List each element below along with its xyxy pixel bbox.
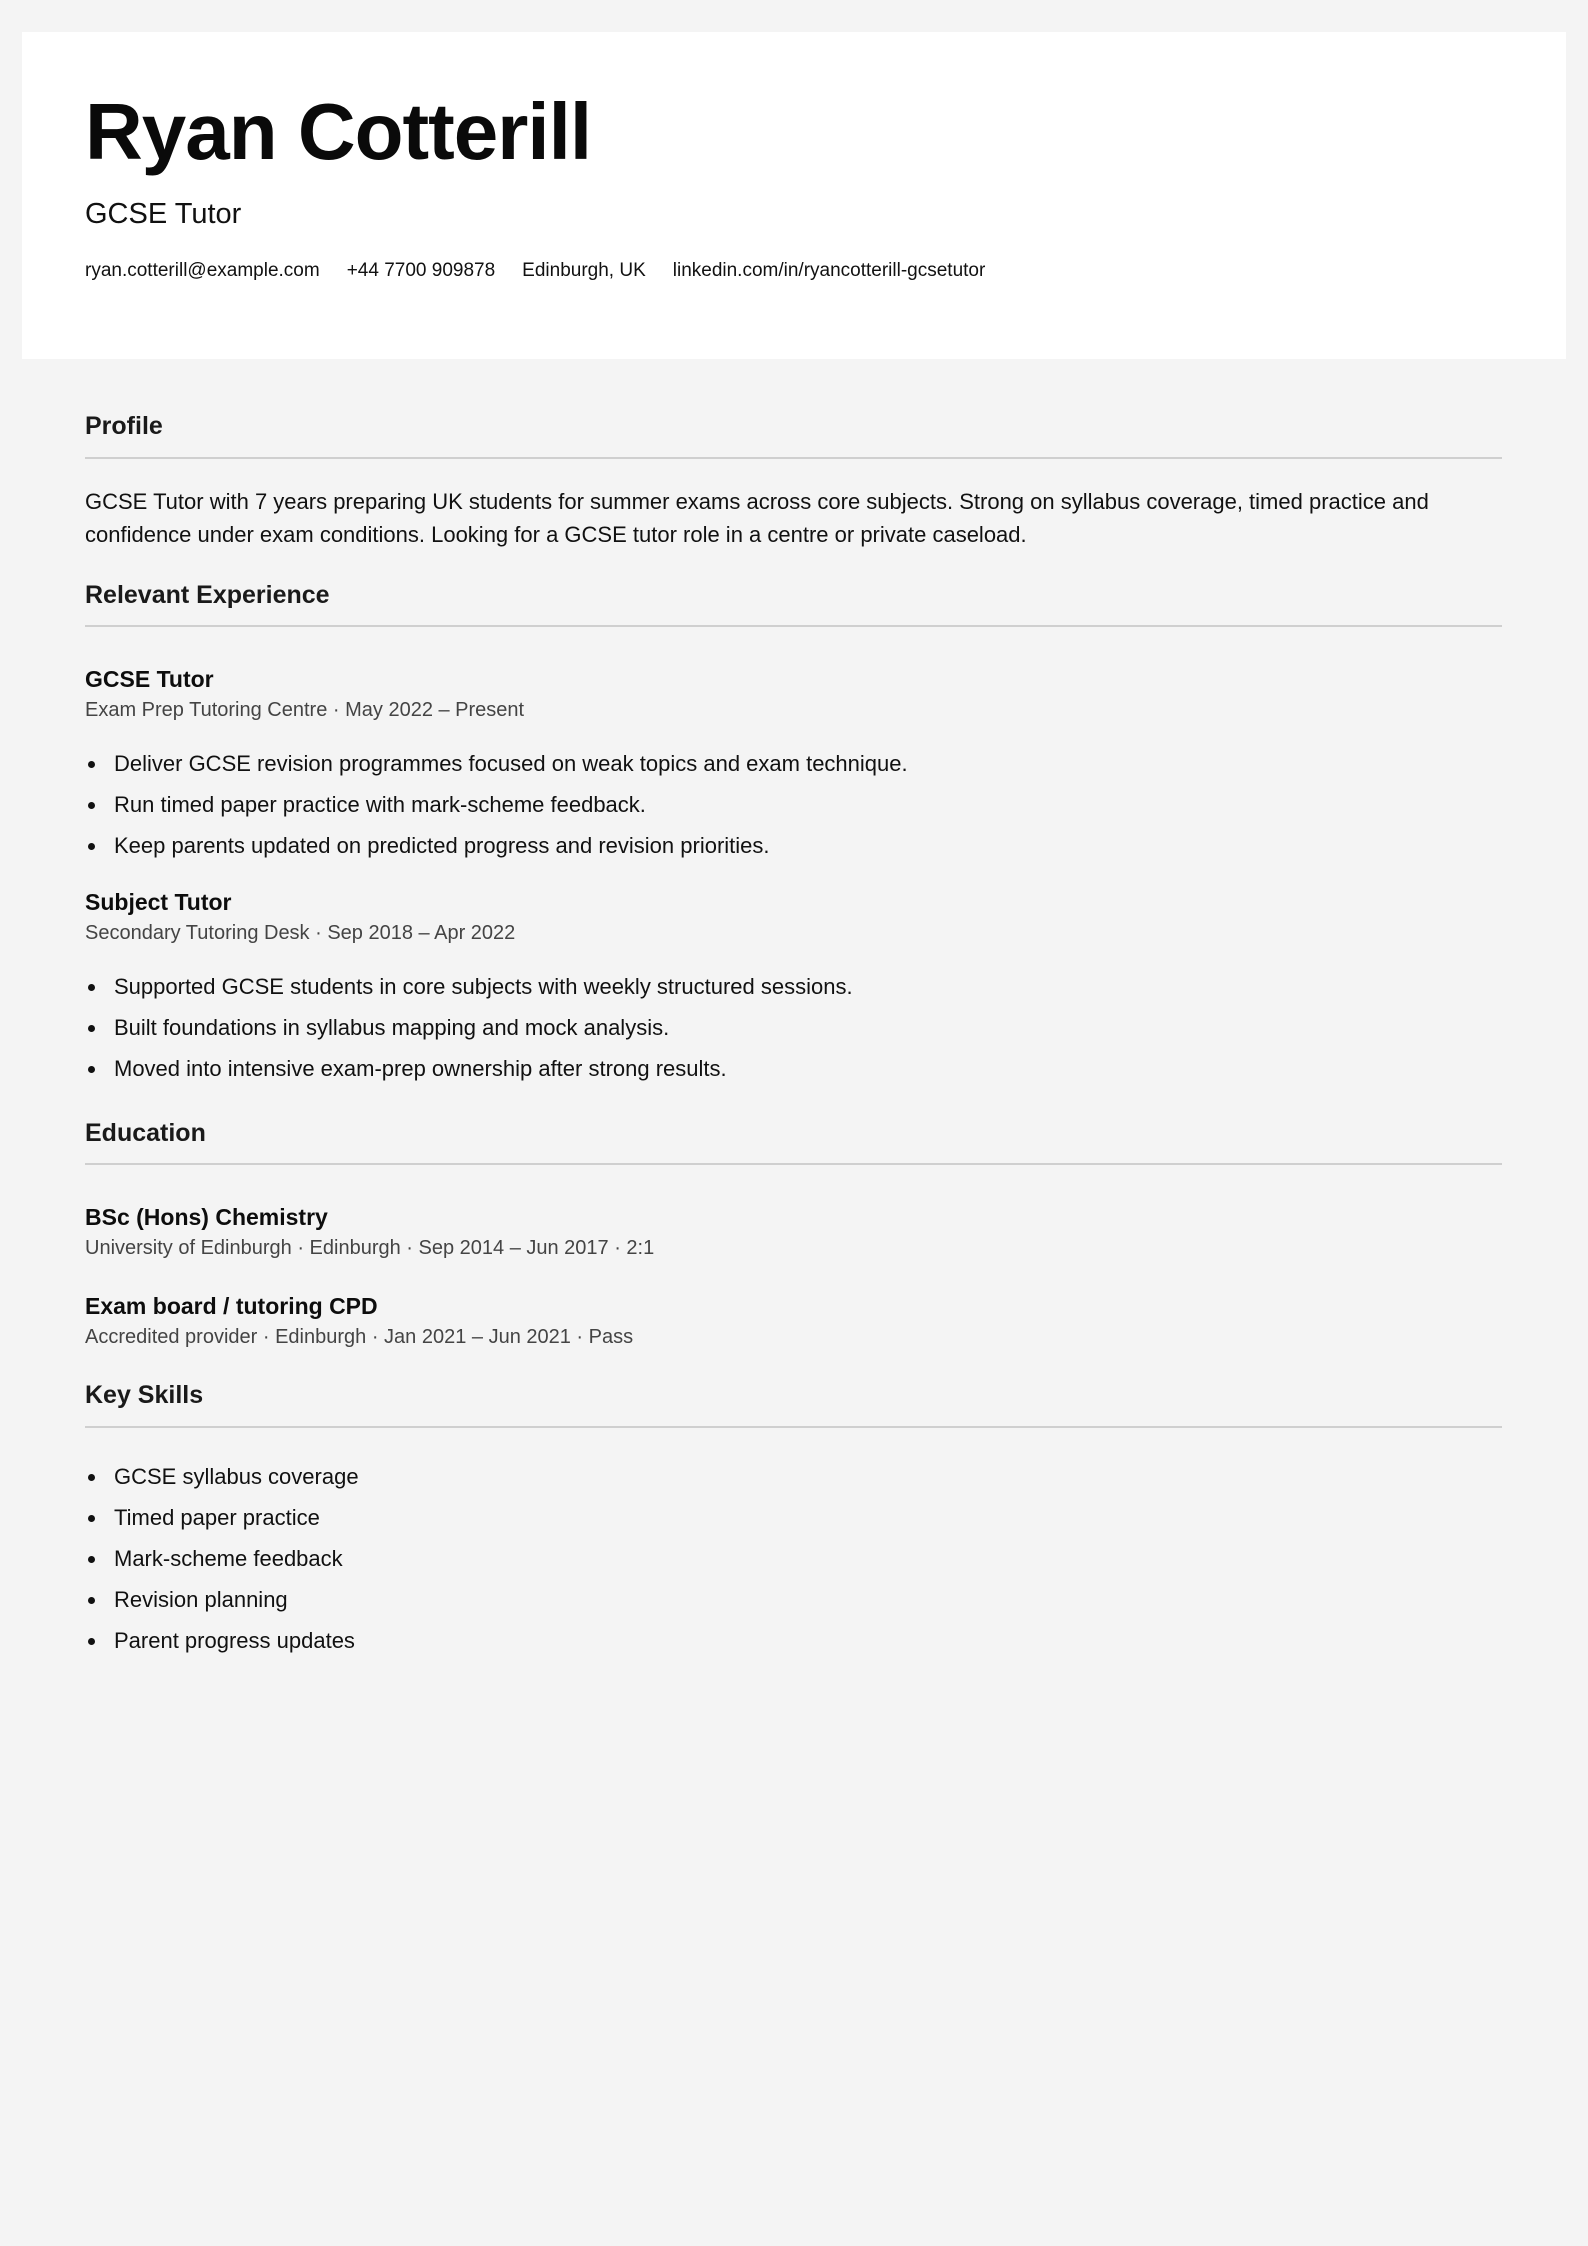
job-bullet: Deliver GCSE revision programmes focused on weak topics and exam technique. [85,743,1502,784]
job-bullet: Built foundations in syllabus mapping and mock analysis. [85,1007,1502,1048]
education-list [85,1203,1502,1351]
resume-body [85,410,1502,1661]
degree-title: BSc (Hons) Chemistry [85,1204,328,1231]
education-entry [85,1203,1502,1262]
candidate-name: Ryan Cotterill [85,87,592,176]
section-title-experience: Relevant Experience [85,580,330,609]
job-bullet: Moved into intensive exam-prep ownership after strong results. [85,1048,1502,1089]
education-entry [85,1292,1502,1351]
section-title-skills: Key Skills [85,1381,204,1410]
resume-header [22,32,1566,359]
experience-list [85,665,1502,1089]
candidate-headline: GCSE Tutor [85,198,242,230]
contact-linkedin: linkedin.com/in/ryancotterill-gcsetutor [672,259,986,281]
job-bullet: Keep parents updated on predicted progress and revision priorities. [85,825,1502,866]
contact-line [85,260,1503,282]
experience-entry [85,665,1502,866]
job-meta: Secondary Tutoring Desk · Sep 2018 – Apr 2022 [85,921,516,944]
contact-phone: +44 7700 909878 [346,259,496,281]
job-bullet: Run timed paper practice with mark-scheme feedback. [85,784,1502,825]
section-divider [85,457,1502,459]
contact-email: ryan.cotterill@example.com [85,259,320,281]
skill-item: GCSE syllabus coverage [85,1456,1502,1497]
contact-location: Edinburgh, UK [522,259,646,281]
skill-item: Parent progress updates [85,1620,1502,1661]
experience-section [85,579,1502,1089]
profile-summary: GCSE Tutor with 7 years preparing UK students for summer exams across core subjects. Strong on syllabus coverage, timed practice and confidence under exam conditions. Looking for a GCSE tutor role in a centre or private caseload. [85,488,1429,547]
section-divider [85,1163,1502,1165]
section-divider [85,1426,1502,1428]
degree-title: Exam board / tutoring CPD [85,1293,378,1320]
job-title: GCSE Tutor [85,666,214,692]
skill-item: Revision planning [85,1579,1502,1620]
skills-list [85,1456,1502,1661]
degree-meta: Accredited provider · Edinburgh · Jan 2021 – Jun 2021 · Pass [85,1326,634,1349]
job-bullet: Supported GCSE students in core subjects with weekly structured sessions. [85,966,1502,1007]
experience-entry [85,888,1502,1089]
job-bullets [85,743,1502,866]
section-title-education: Education [85,1118,206,1147]
profile-section [85,410,1502,551]
section-divider [85,625,1502,627]
job-bullets [85,966,1502,1089]
section-title-profile: Profile [85,412,163,440]
skills-section [85,1379,1502,1661]
degree-meta: University of Edinburgh · Edinburgh · Sep 2014 – Jun 2017 · 2:1 [85,1237,655,1260]
education-section [85,1117,1502,1351]
job-title: Subject Tutor [85,888,232,915]
skill-item: Mark-scheme feedback [85,1538,1502,1579]
job-meta: Exam Prep Tutoring Centre · May 2022 – Present [85,698,525,721]
skill-item: Timed paper practice [85,1497,1502,1538]
